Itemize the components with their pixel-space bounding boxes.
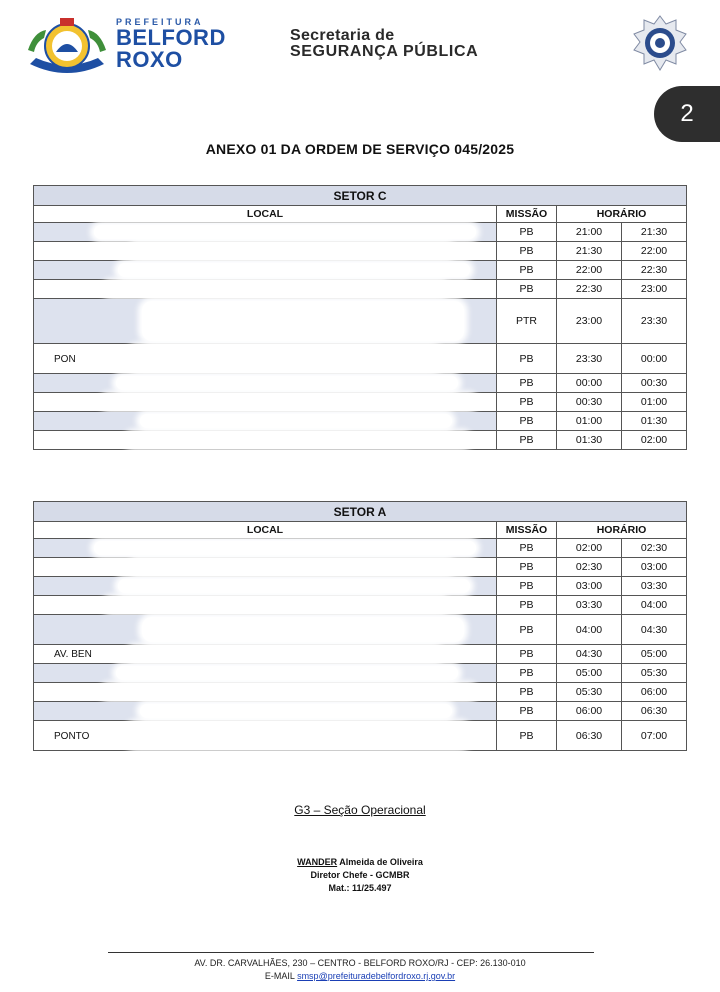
redaction-mark [105, 282, 447, 296]
missao-cell: PB [497, 393, 557, 412]
local-text [34, 600, 54, 611]
document-title: ANEXO 01 DA ORDEM DE SERVIÇO 045/2025 [205, 141, 515, 157]
table-row [34, 412, 687, 431]
sector-c-title: SETOR C [34, 186, 687, 206]
missao-cell: PB [497, 577, 557, 596]
local-cell [34, 702, 497, 721]
redaction-mark [140, 704, 452, 718]
signer-first-name: WANDER [297, 857, 338, 867]
column-local-header: LOCAL [34, 522, 497, 539]
start-time-cell: 00:30 [557, 393, 622, 412]
missao-cell: PB [497, 683, 557, 702]
redaction-mark [94, 225, 476, 239]
local-cell [34, 645, 497, 664]
redaction-mark [142, 617, 464, 642]
column-missao-header: MISSÃO [497, 206, 557, 223]
email-link[interactable]: smsp@prefeituradebelfordroxo.rj.gov.br [297, 971, 456, 981]
local-cell [34, 223, 497, 242]
end-time-cell: 04:00 [622, 596, 687, 615]
redaction-mark [129, 346, 441, 371]
start-time-cell: 01:30 [557, 431, 622, 450]
local-cell [34, 299, 497, 344]
table-row [34, 615, 687, 645]
start-time-cell: 03:00 [557, 577, 622, 596]
end-time-cell: 01:00 [622, 393, 687, 412]
signer-role: Diretor Chefe - GCMBR [310, 870, 410, 880]
local-cell [34, 412, 497, 431]
local-cell [34, 615, 497, 645]
missao-cell: PB [497, 645, 557, 664]
end-time-cell: 00:30 [622, 374, 687, 393]
end-time-cell: 01:30 [622, 412, 687, 431]
secretaria-line2: SEGURANÇA PÚBLICA [290, 43, 479, 60]
end-time-cell: 06:00 [622, 683, 687, 702]
local-cell [34, 596, 497, 615]
missao-cell: PB [497, 431, 557, 450]
column-missao-header: MISSÃO [497, 522, 557, 539]
start-time-cell: 22:30 [557, 280, 622, 299]
local-cell [34, 393, 497, 412]
missao-cell: PB [497, 721, 557, 751]
column-horario-header: HORÁRIO [557, 522, 687, 539]
local-cell [34, 721, 497, 751]
local-cell [34, 683, 497, 702]
local-text: PON [54, 353, 76, 365]
table-row [34, 558, 687, 577]
redaction-mark [129, 647, 441, 661]
table-row [34, 374, 687, 393]
table-row [34, 702, 687, 721]
table-row [34, 683, 687, 702]
start-time-cell: 23:30 [557, 344, 622, 374]
redaction-mark [131, 560, 453, 574]
table-row [34, 223, 687, 242]
redaction-mark [118, 579, 470, 593]
local-text [34, 687, 54, 698]
sector-c-table [33, 185, 687, 450]
missao-cell: PB [497, 615, 557, 645]
guard-badge-icon [632, 14, 688, 76]
local-text [34, 625, 54, 636]
sector-a-table [33, 501, 687, 751]
missao-cell: PB [497, 539, 557, 558]
missao-cell: PB [497, 374, 557, 393]
local-text [34, 435, 54, 446]
redaction-mark [116, 376, 458, 390]
end-time-cell: 23:30 [622, 299, 687, 344]
footer-email-line [0, 970, 720, 983]
start-time-cell: 21:00 [557, 223, 622, 242]
start-time-cell: 05:30 [557, 683, 622, 702]
redaction-mark [103, 395, 475, 409]
redaction-mark [105, 598, 447, 612]
page-number-badge: 2 [654, 86, 720, 142]
end-time-cell: 02:30 [622, 539, 687, 558]
missao-cell: PB [497, 344, 557, 374]
end-time-cell: 04:30 [622, 615, 687, 645]
start-time-cell: 04:00 [557, 615, 622, 645]
local-cell [34, 374, 497, 393]
table-row [34, 242, 687, 261]
signer-registration: Mat.: 11/25.497 [328, 883, 392, 893]
table-row [34, 645, 687, 664]
redaction-mark [127, 723, 469, 748]
start-time-cell: 06:30 [557, 721, 622, 751]
local-text [34, 562, 54, 573]
local-text [34, 378, 54, 389]
end-time-cell: 05:30 [622, 664, 687, 683]
end-time-cell: 00:00 [622, 344, 687, 374]
local-cell [34, 344, 497, 374]
redaction-mark [94, 541, 476, 555]
end-time-cell: 05:00 [622, 645, 687, 664]
table-row [34, 664, 687, 683]
start-time-cell: 21:30 [557, 242, 622, 261]
local-text [34, 227, 54, 238]
redaction-mark [142, 301, 464, 341]
table-row [34, 261, 687, 280]
local-text [34, 265, 54, 276]
footer-address: AV. DR. CARVALHÃES, 230 – CENTRO - BELFORD ROXO/RJ - CEP: 26.130-010 [194, 958, 526, 968]
start-time-cell: 23:00 [557, 299, 622, 344]
signer-name [0, 856, 720, 869]
document-header [0, 0, 720, 127]
end-time-cell: 21:30 [622, 223, 687, 242]
email-label: E-MAIL [264, 971, 298, 981]
missao-cell: PB [497, 261, 557, 280]
prefeitura-wordmark [116, 18, 226, 71]
local-cell [34, 280, 497, 299]
missao-cell: PB [497, 664, 557, 683]
missao-cell: PB [497, 280, 557, 299]
start-time-cell: 01:00 [557, 412, 622, 431]
local-text [34, 284, 54, 295]
start-time-cell: 06:00 [557, 702, 622, 721]
redaction-mark [116, 666, 458, 680]
local-text [34, 397, 54, 408]
missao-cell: PB [497, 702, 557, 721]
table-row [34, 431, 687, 450]
secretaria-title [290, 28, 478, 60]
table-row [34, 344, 687, 374]
secretaria-line1: Secretaria de [290, 27, 395, 44]
end-time-cell: 22:00 [622, 242, 687, 261]
table-row [34, 577, 687, 596]
end-time-cell: 03:00 [622, 558, 687, 577]
city-name-line1: BELFORD [116, 25, 226, 50]
start-time-cell: 04:30 [557, 645, 622, 664]
redaction-mark [127, 433, 469, 447]
local-text [34, 416, 54, 427]
redaction-mark [103, 685, 475, 699]
local-text [34, 246, 54, 257]
missao-cell: PTR [497, 299, 557, 344]
sector-a-title: SETOR A [34, 502, 687, 522]
local-cell [34, 664, 497, 683]
table-row [34, 596, 687, 615]
missao-cell: PB [497, 412, 557, 431]
local-cell [34, 242, 497, 261]
missao-cell: PB [497, 596, 557, 615]
local-cell [34, 577, 497, 596]
signature-block [0, 856, 720, 895]
table-row [34, 721, 687, 751]
start-time-cell: 05:00 [557, 664, 622, 683]
signer-surname: Almeida de Oliveira [337, 857, 423, 867]
table-row [34, 539, 687, 558]
local-text [34, 543, 54, 554]
local-text [34, 668, 54, 679]
local-text [34, 706, 54, 717]
start-time-cell: 03:30 [557, 596, 622, 615]
local-text: PONTO [54, 730, 90, 742]
redaction-mark [118, 263, 470, 277]
start-time-cell: 00:00 [557, 374, 622, 393]
city-coat-of-arms-logo [22, 12, 112, 82]
local-text: AV. BEN [54, 649, 92, 660]
city-name-line2: ROXO [116, 47, 183, 72]
end-time-cell: 07:00 [622, 721, 687, 751]
missao-cell: PB [497, 223, 557, 242]
table-row [34, 299, 687, 344]
table-row [34, 280, 687, 299]
prefeitura-label: PREFEITURA [116, 17, 204, 27]
operational-section-label: G3 – Seção Operacional [294, 803, 426, 817]
footer-divider [108, 952, 594, 953]
redaction-mark [140, 414, 452, 428]
redaction-mark [131, 244, 453, 258]
local-cell [34, 261, 497, 280]
missao-cell: PB [497, 558, 557, 577]
start-time-cell: 02:30 [557, 558, 622, 577]
local-cell [34, 558, 497, 577]
end-time-cell: 23:00 [622, 280, 687, 299]
local-text [34, 316, 54, 327]
local-text [34, 581, 54, 592]
footer-address-block [0, 957, 720, 983]
column-horario-header: HORÁRIO [557, 206, 687, 223]
missao-cell: PB [497, 242, 557, 261]
end-time-cell: 03:30 [622, 577, 687, 596]
end-time-cell: 22:30 [622, 261, 687, 280]
end-time-cell: 06:30 [622, 702, 687, 721]
column-local-header: LOCAL [34, 206, 497, 223]
local-cell [34, 431, 497, 450]
table-row [34, 393, 687, 412]
start-time-cell: 02:00 [557, 539, 622, 558]
end-time-cell: 02:00 [622, 431, 687, 450]
start-time-cell: 22:00 [557, 261, 622, 280]
local-cell [34, 539, 497, 558]
